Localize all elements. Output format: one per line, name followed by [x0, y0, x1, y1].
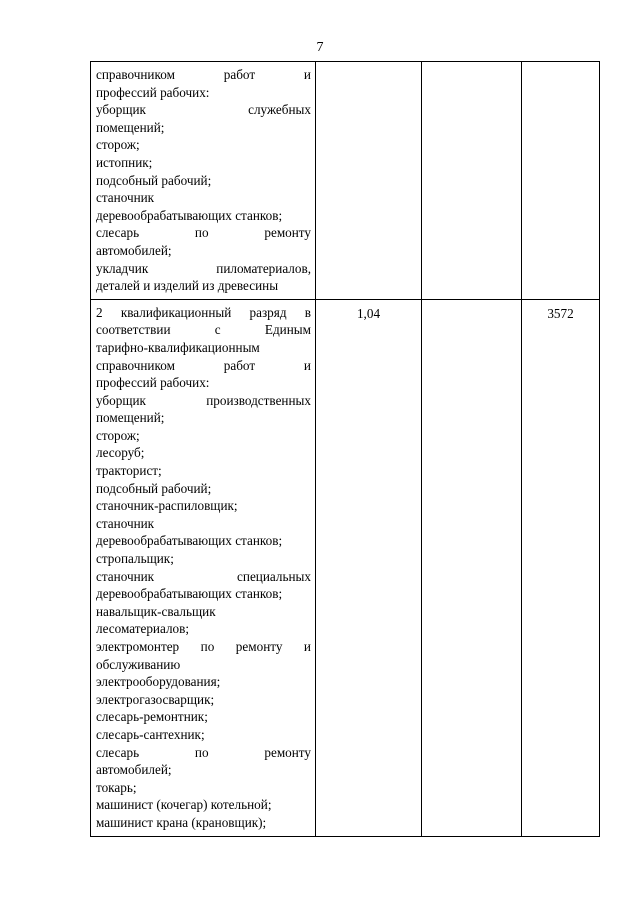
position-line: стропальщик;: [96, 551, 174, 567]
salary-cell: [522, 62, 600, 300]
salary-cell: [522, 299, 600, 836]
position-line: автомобилей;: [96, 762, 172, 778]
position-line: деревообрабатывающих станков;: [96, 533, 283, 549]
position-line: деревообрабатывающих станков;: [96, 586, 283, 602]
position-line: 2 квалификационный разряд в: [96, 304, 311, 320]
column-3-value: [422, 62, 521, 67]
position-line: слесарь-сантехник;: [96, 726, 205, 742]
position-line: электромонтер по ремонту и: [96, 639, 311, 654]
position-line: слесарь по ремонту: [96, 744, 311, 760]
table-row: [91, 62, 600, 300]
position-line: станочник: [96, 515, 155, 531]
salary-value: [522, 62, 599, 67]
page-number: 7: [316, 40, 324, 55]
position-line: подсобный рабочий;: [96, 480, 212, 496]
position-line: тарифно-квалификационным: [96, 339, 260, 355]
coefficient-value: 1,04: [356, 305, 381, 321]
position-line: сторож;: [96, 427, 140, 443]
salary-table: [90, 61, 600, 837]
position-line: лесоруб;: [96, 445, 145, 461]
salary-value: 3572: [547, 305, 574, 321]
position-line: профессий рабочих:: [96, 84, 210, 100]
position-line: машинист крана (крановщик);: [96, 814, 267, 830]
position-line: укладчик пиломатериалов,: [96, 260, 311, 276]
position-line: лесоматериалов;: [96, 621, 190, 637]
position-line: справочником работ и: [96, 357, 311, 373]
empty-cell: [422, 299, 522, 836]
position-line: электрооборудования;: [96, 674, 221, 690]
position-line: станочник специальных: [96, 568, 311, 584]
position-line: слесарь по ремонту: [96, 225, 311, 241]
position-line: сторож;: [96, 137, 140, 153]
position-line: профессий рабочих:: [96, 375, 210, 391]
position-line: уборщик производственных: [96, 392, 311, 408]
empty-cell: [422, 62, 522, 300]
position-line: деталей и изделий из древесины: [96, 278, 279, 294]
position-cell: [91, 62, 316, 300]
position-text: [91, 300, 315, 836]
position-line: машинист (кочегар) котельной;: [96, 797, 272, 813]
position-line: токарь;: [96, 779, 137, 795]
coefficient-cell: [316, 299, 422, 836]
coefficient-value: [316, 62, 421, 67]
position-line: истопник;: [96, 154, 153, 170]
position-line: тракторист;: [96, 463, 162, 479]
position-line: справочником работ и: [96, 67, 311, 82]
position-line: подсобный рабочий;: [96, 172, 212, 188]
position-line: помещений;: [96, 410, 165, 426]
position-line: уборщик служебных: [96, 102, 311, 118]
position-cell: [91, 299, 316, 836]
position-line: слесарь-ремонтник;: [96, 709, 208, 725]
table-row: [91, 299, 600, 836]
column-3-value: [422, 300, 521, 305]
position-line: помещений;: [96, 119, 165, 135]
position-line: станочник: [96, 190, 155, 206]
position-line: навальщик-свальщик: [96, 603, 216, 619]
position-line: соответствии с Единым: [96, 322, 311, 338]
position-line: автомобилей;: [96, 242, 172, 258]
position-line: деревообрабатывающих станков;: [96, 207, 283, 223]
coefficient-cell: [316, 62, 422, 300]
position-line: электрогазосварщик;: [96, 691, 215, 707]
position-line: обслуживанию: [96, 656, 181, 672]
position-text: [91, 62, 315, 299]
position-line: станочник-распиловщик;: [96, 498, 238, 514]
